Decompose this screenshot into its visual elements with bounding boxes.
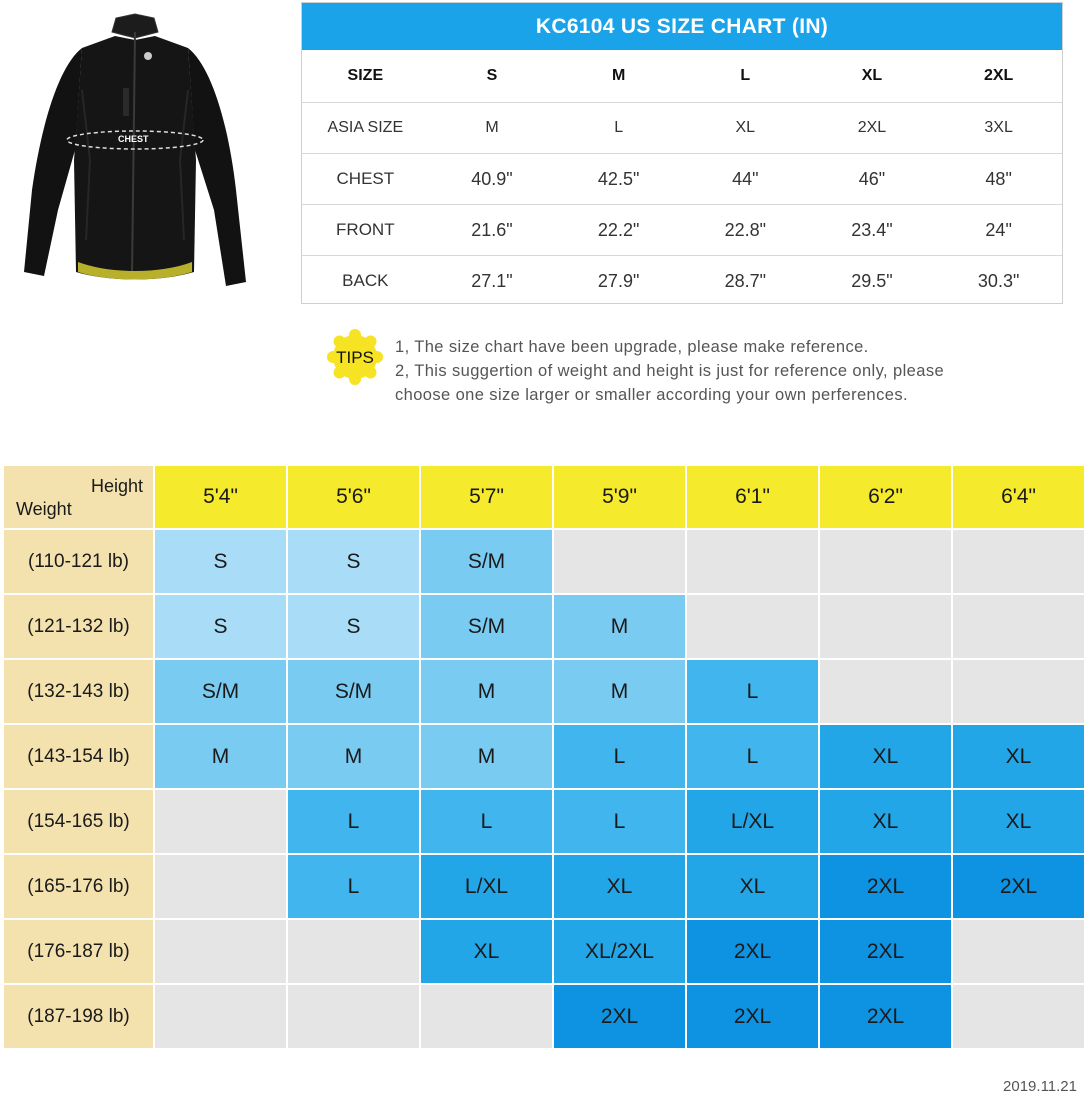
- height-header-cell: 6'2": [820, 466, 951, 528]
- size-chart-row: [302, 103, 1062, 154]
- size-header: S: [486, 67, 498, 84]
- size-chart-row: [302, 154, 1062, 205]
- row-label: ASIA SIZE: [302, 103, 429, 154]
- size-header: XL: [861, 67, 883, 84]
- weight-label: (187-198 lb): [4, 985, 153, 1048]
- size-recommendation-cell: [288, 985, 419, 1048]
- size-recommendation-cell: XL: [953, 725, 1084, 788]
- height-header-cell: 5'7": [421, 466, 552, 528]
- size-recommendation-cell: [687, 595, 818, 658]
- size-recommendation-cell: L: [687, 660, 818, 723]
- tips-text: [395, 335, 944, 407]
- size-recommendation-cell: XL/2XL: [554, 920, 685, 983]
- weight-row: [4, 530, 1084, 593]
- size-recommendation-cell: M: [421, 725, 552, 788]
- size-recommendation-cell: S/M: [421, 595, 552, 658]
- size-recommendation-cell: L: [288, 790, 419, 853]
- size-cell: 46": [809, 154, 936, 205]
- weight-label: (121-132 lb): [4, 595, 153, 658]
- size-recommendation-cell: [554, 530, 685, 593]
- size-recommendation-cell: [820, 530, 951, 593]
- size-cell: L: [555, 103, 682, 154]
- size-recommendation-cell: S: [288, 530, 419, 593]
- size-cell: 22.2": [555, 205, 682, 256]
- height-header-cell: 5'9": [554, 466, 685, 528]
- tips-badge: [327, 329, 383, 385]
- size-recommendation-cell: [953, 530, 1084, 593]
- size-recommendation-cell: S/M: [421, 530, 552, 593]
- size-recommendation-cell: XL: [421, 920, 552, 983]
- row-label: FRONT: [302, 205, 429, 256]
- size-recommendation-cell: XL: [554, 855, 685, 918]
- size-recommendation-cell: [953, 595, 1084, 658]
- size-recommendation-cell: [288, 920, 419, 983]
- weight-label: (165-176 lb): [4, 855, 153, 918]
- size-cell: 42.5": [555, 154, 682, 205]
- size-recommendation-cell: L: [554, 725, 685, 788]
- size-cell: 29.5": [809, 256, 936, 307]
- weight-label: (143-154 lb): [4, 725, 153, 788]
- size-recommendation-cell: 2XL: [554, 985, 685, 1048]
- size-recommendation-cell: XL: [820, 790, 951, 853]
- size-cell: XL: [682, 103, 809, 154]
- size-cell: 48": [935, 154, 1062, 205]
- size-chart-title: KC6104 US SIZE CHART (IN): [302, 3, 1062, 50]
- weight-row: [4, 725, 1084, 788]
- size-cell: 22.8": [682, 205, 809, 256]
- size-recommendation-cell: [687, 530, 818, 593]
- size-recommendation-cell: S/M: [155, 660, 286, 723]
- size-recommendation-cell: XL: [820, 725, 951, 788]
- size-recommendation-cell: L: [288, 855, 419, 918]
- tip-line: choose one size larger or smaller according your own perferences.: [395, 386, 908, 404]
- size-cell: 21.6": [429, 205, 556, 256]
- chart-date: 2019.11.21: [1003, 1078, 1077, 1095]
- size-recommendation-cell: L: [421, 790, 552, 853]
- size-recommendation-cell: L: [687, 725, 818, 788]
- weight-label: (132-143 lb): [4, 660, 153, 723]
- chest-label: CHEST: [118, 134, 149, 144]
- size-chart-header-row: [302, 50, 1062, 103]
- size-recommendation-cell: [953, 920, 1084, 983]
- weight-row: [4, 660, 1084, 723]
- size-recommendation-cell: [421, 985, 552, 1048]
- weight-row: [4, 985, 1084, 1048]
- size-recommendation-cell: [155, 855, 286, 918]
- size-recommendation-cell: 2XL: [820, 985, 951, 1048]
- size-recommendation-cell: [953, 985, 1084, 1048]
- size-cell: 2XL: [809, 103, 936, 154]
- size-recommendation-cell: M: [288, 725, 419, 788]
- size-cell: 40.9": [429, 154, 556, 205]
- size-cell: 23.4": [809, 205, 936, 256]
- size-cell: 44": [682, 154, 809, 205]
- weight-row: [4, 855, 1084, 918]
- height-weight-table: [2, 464, 1086, 1050]
- size-recommendation-cell: 2XL: [687, 920, 818, 983]
- size-recommendation-cell: M: [554, 660, 685, 723]
- size-cell: 28.7": [682, 256, 809, 307]
- size-recommendation-cell: [155, 790, 286, 853]
- size-cell: 30.3": [935, 256, 1062, 307]
- weight-row: [4, 790, 1084, 853]
- weight-row: [4, 920, 1084, 983]
- height-header-cell: 6'4": [953, 466, 1084, 528]
- corner-cell: [4, 466, 153, 528]
- height-axis-label: Height: [90, 476, 143, 496]
- size-recommendation-cell: [820, 595, 951, 658]
- size-recommendation-cell: 2XL: [820, 855, 951, 918]
- height-header-cell: 5'4": [155, 466, 286, 528]
- size-cell: 27.9": [555, 256, 682, 307]
- size-recommendation-cell: 2XL: [820, 920, 951, 983]
- tip-line: 2, This suggertion of weight and height is just for reference only, please: [395, 362, 945, 380]
- size-chart-row: [302, 256, 1062, 307]
- size-recommendation-cell: [820, 660, 951, 723]
- weight-label: (176-187 lb): [4, 920, 153, 983]
- size-recommendation-cell: L: [554, 790, 685, 853]
- size-recommendation-cell: 2XL: [953, 855, 1084, 918]
- size-recommendation-cell: 2XL: [687, 985, 818, 1048]
- tips-badge-label: TIPS: [336, 348, 374, 367]
- height-header-row: [4, 466, 1084, 528]
- size-recommendation-cell: S: [288, 595, 419, 658]
- size-chart-row: [302, 205, 1062, 256]
- size-recommendation-cell: M: [155, 725, 286, 788]
- size-recommendation-cell: [155, 985, 286, 1048]
- weight-axis-label: Weight: [16, 499, 72, 519]
- size-cell: M: [429, 103, 556, 154]
- height-header-cell: 6'1": [687, 466, 818, 528]
- weight-row: [4, 595, 1084, 658]
- size-recommendation-cell: S/M: [288, 660, 419, 723]
- weight-label: (154-165 lb): [4, 790, 153, 853]
- size-cell: 3XL: [935, 103, 1062, 154]
- row-label: BACK: [302, 256, 429, 307]
- jacket-image: [20, 10, 250, 295]
- size-recommendation-cell: S: [155, 595, 286, 658]
- size-recommendation-cell: L/XL: [421, 855, 552, 918]
- size-recommendation-cell: S: [155, 530, 286, 593]
- size-cell: 27.1": [429, 256, 556, 307]
- size-recommendation-cell: M: [421, 660, 552, 723]
- size-recommendation-cell: M: [554, 595, 685, 658]
- size-header: M: [611, 67, 626, 84]
- size-recommendation-cell: [953, 660, 1084, 723]
- row-label: CHEST: [302, 154, 429, 205]
- height-header-cell: 5'6": [288, 466, 419, 528]
- size-recommendation-cell: [155, 920, 286, 983]
- weight-label: (110-121 lb): [4, 530, 153, 593]
- size-recommendation-cell: XL: [687, 855, 818, 918]
- size-header: 2XL: [983, 67, 1014, 84]
- size-chart-table: [301, 2, 1063, 304]
- size-recommendation-cell: XL: [953, 790, 1084, 853]
- tip-line: 1, The size chart have been upgrade, please make reference.: [395, 338, 869, 356]
- size-cell: 24": [935, 205, 1062, 256]
- size-header: SIZE: [347, 67, 384, 84]
- size-recommendation-cell: L/XL: [687, 790, 818, 853]
- size-header: L: [740, 67, 751, 84]
